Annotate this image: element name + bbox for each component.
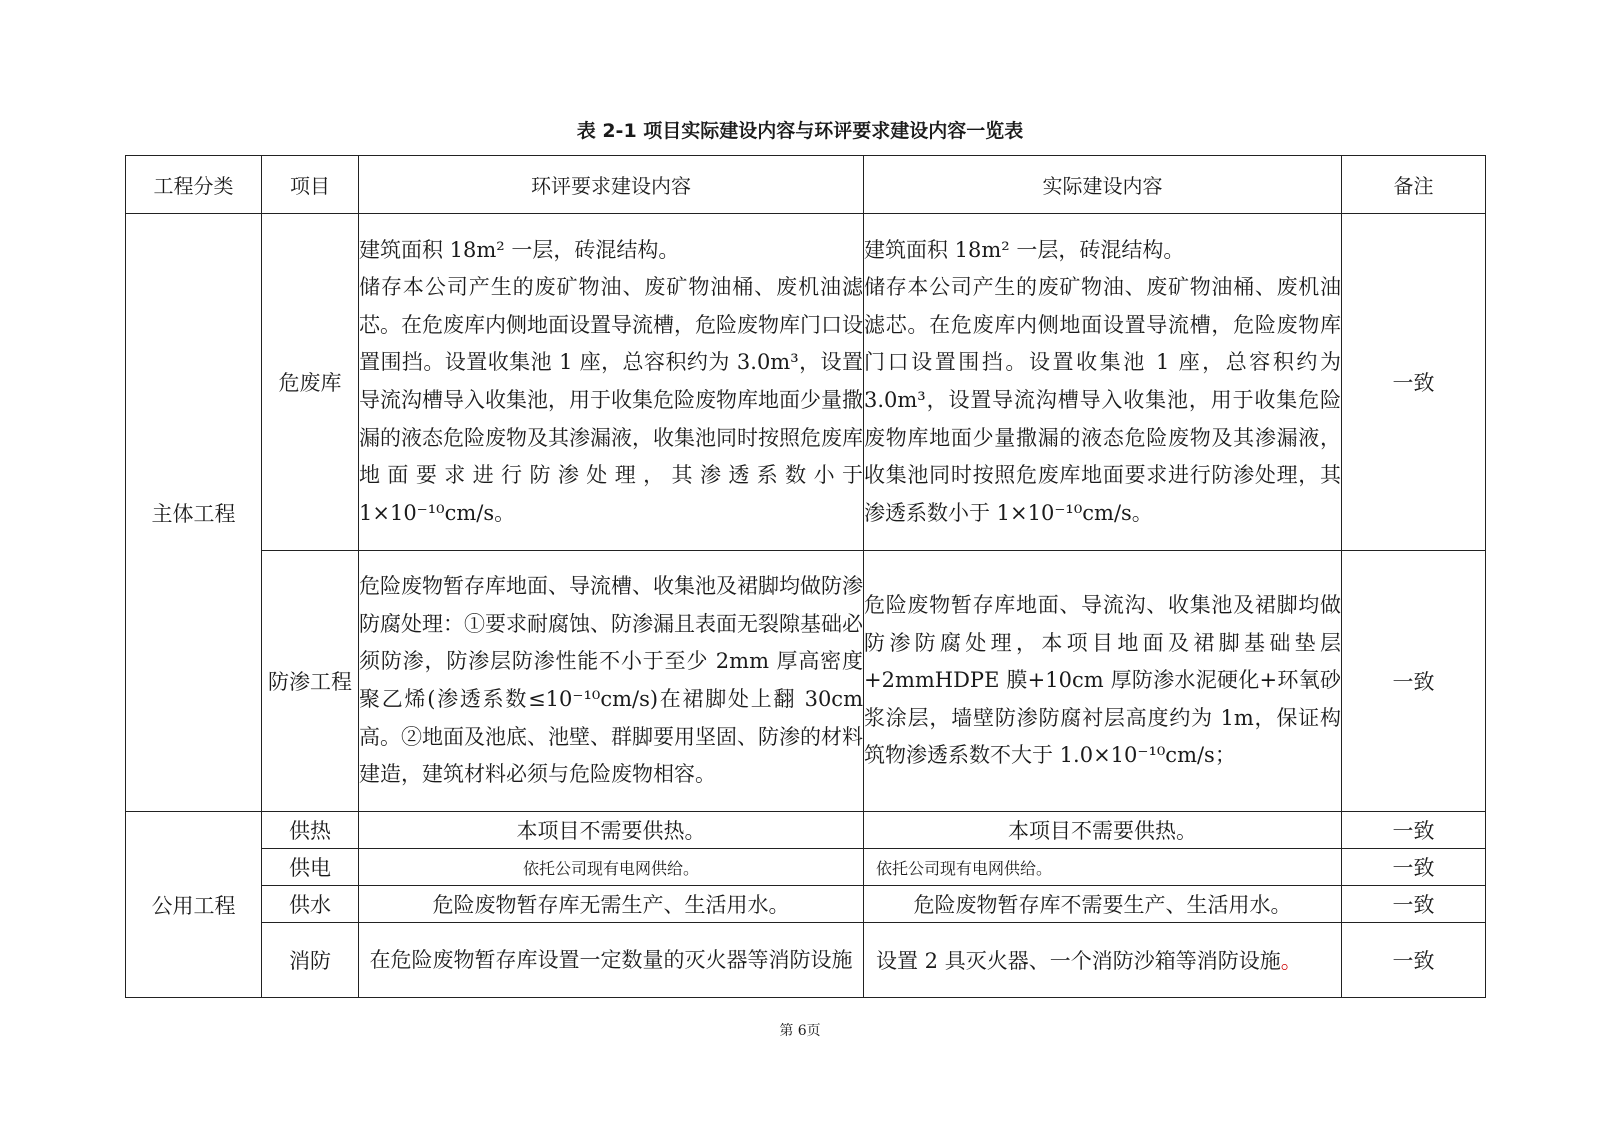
fire-required: 在危险废物暂存库设置一定数量的灭火器等消防设施 xyxy=(359,923,864,998)
fire-actual-period: 。 xyxy=(1280,949,1302,973)
water-required: 危险废物暂存库无需生产、生活用水。 xyxy=(359,886,864,923)
table-row xyxy=(126,214,1486,551)
seepage-note: 一致 xyxy=(1342,551,1486,812)
seepage-actual: 危险废物暂存库地面、导流沟、收集池及裙脚均做防渗防腐处理，本项目地面及裙脚基础垫层+2mmHDPE 膜+10cm 厚防渗水泥硬化+环氧砂浆涂层，墙壁防渗防腐衬层高度约为 1m，保证构筑物渗透系数不大于 1.0×10⁻¹⁰cm/s； xyxy=(864,551,1342,812)
hazard-required xyxy=(359,214,864,551)
heat-required: 本项目不需要供热。 xyxy=(359,812,864,849)
group-public: 公用工程 xyxy=(126,812,262,998)
table-row xyxy=(126,923,1486,998)
heat-note: 一致 xyxy=(1342,812,1486,849)
hazard-actual-p2: 储存本公司产生的废矿物油、废矿物油桶、废机油滤芯。在危废库内侧地面设置导流槽，危险废物库门口设置围挡。设置收集池 1 座，总容积约为 3.0m³，设置导流沟槽导入收集池，用于收集危险废物库地面少量撒漏的液态危险废物及其渗漏液，收集池同时按照危废库地面要求进行防渗处理，其渗透系数小于 1×10⁻¹⁰cm/s。 xyxy=(864,275,1341,525)
group-main: 主体工程 xyxy=(126,214,262,812)
seepage-required: 危险废物暂存库地面、导流槽、收集池及裙脚均做防渗防腐处理：①要求耐腐蚀、防渗漏且表面无裂隙基础必须防渗，防渗层防渗性能不小于至少 2mm 厚高密度聚乙烯(渗透系数≤10⁻¹⁰cm/s)在裙脚处上翻 30cm 高。②地面及池底、池壁、群脚要用坚固、防渗的材料建造，建筑材料必须与危险废物相容。 xyxy=(359,551,864,812)
table-row xyxy=(126,551,1486,812)
item-fire: 消防 xyxy=(262,923,359,998)
hazard-required-p2: 储存本公司产生的废矿物油、废矿物油桶、废机油滤芯。在危废库内侧地面设置导流槽，危险废物库门口设置围挡。设置收集池 1 座，总容积约为 3.0m³，设置导流沟槽导入收集池，用于收集危险废物库地面少量撒漏的液态危险废物及其渗漏液，收集池同时按照危废库地面要求进行防渗处理，其渗透系数小于 1×10⁻¹⁰cm/s。 xyxy=(359,275,863,525)
hazard-actual xyxy=(864,214,1342,551)
table-row xyxy=(126,812,1486,849)
header-required: 环评要求建设内容 xyxy=(359,156,864,214)
hazard-note: 一致 xyxy=(1342,214,1486,551)
fire-note: 一致 xyxy=(1342,923,1486,998)
table-row xyxy=(126,886,1486,923)
heat-actual: 本项目不需要供热。 xyxy=(864,812,1342,849)
item-hazard-store: 危废库 xyxy=(262,214,359,551)
fire-actual-text: 设置 2 具灭火器、一个消防沙箱等消防设施 xyxy=(876,949,1281,973)
comparison-table xyxy=(125,155,1486,998)
header-note: 备注 xyxy=(1342,156,1486,214)
hazard-actual-p1: 建筑面积 18m² 一层，砖混结构。 xyxy=(864,237,1185,262)
table-row xyxy=(126,849,1486,886)
header-category: 工程分类 xyxy=(126,156,262,214)
item-heat: 供热 xyxy=(262,812,359,849)
header-row xyxy=(126,156,1486,214)
fire-actual xyxy=(864,923,1342,998)
header-item: 项目 xyxy=(262,156,359,214)
item-power: 供电 xyxy=(262,849,359,886)
item-seepage: 防渗工程 xyxy=(262,551,359,812)
page-number: 第 6页 xyxy=(779,1023,821,1039)
hazard-required-p1: 建筑面积 18m² 一层，砖混结构。 xyxy=(359,237,680,262)
water-note: 一致 xyxy=(1342,886,1486,923)
item-water: 供水 xyxy=(262,886,359,923)
header-actual: 实际建设内容 xyxy=(864,156,1342,214)
water-actual: 危险废物暂存库不需要生产、生活用水。 xyxy=(864,886,1342,923)
power-note: 一致 xyxy=(1342,849,1486,886)
power-actual: 依托公司现有电网供给。 xyxy=(864,849,1342,886)
table-caption: 表 2-1 项目实际建设内容与环评要求建设内容一览表 xyxy=(576,120,1024,142)
power-required: 依托公司现有电网供给。 xyxy=(359,849,864,886)
